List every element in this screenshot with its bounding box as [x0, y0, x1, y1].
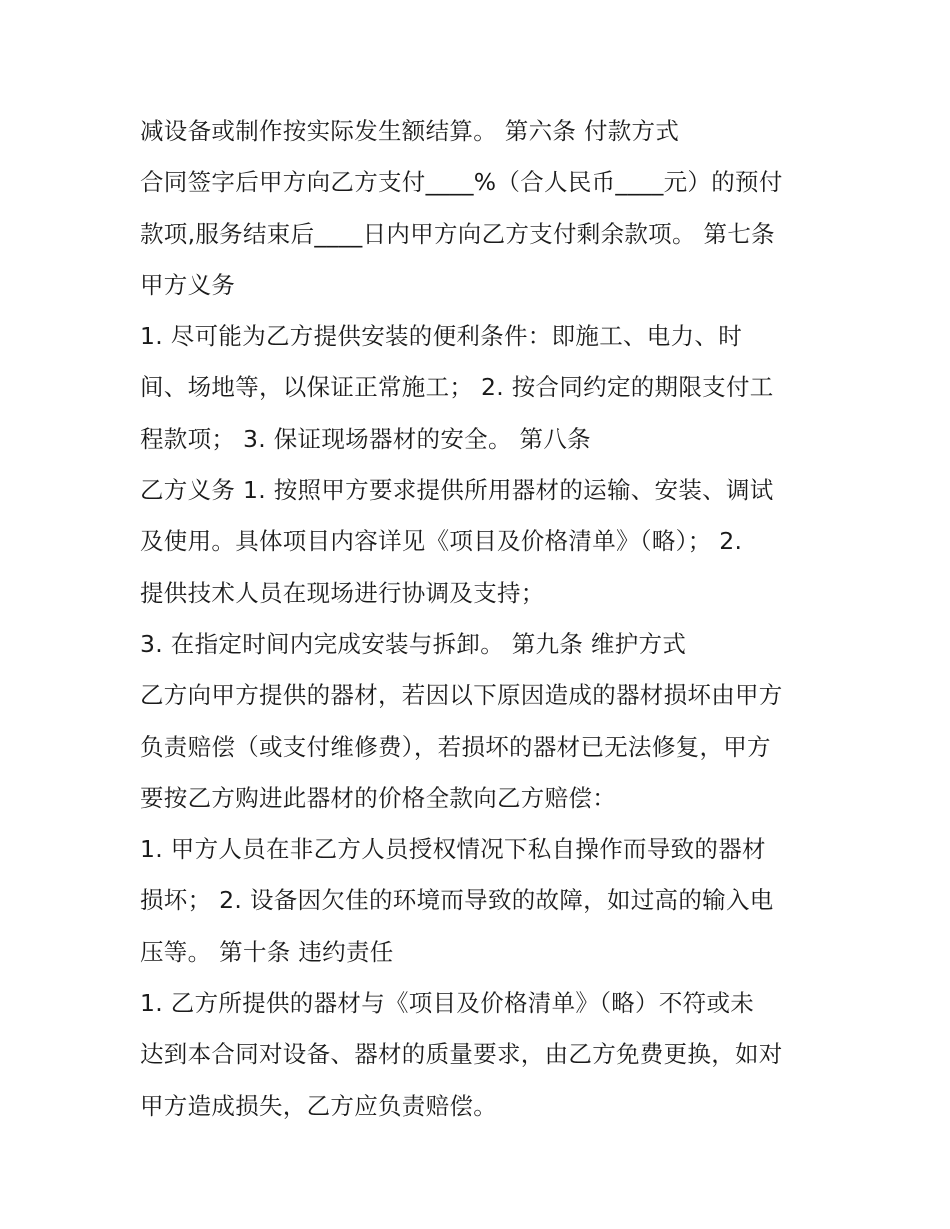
text-line: 要按乙方购进此器材的价格全款向乙方赔偿：	[140, 783, 616, 812]
text-line: 1. 尽可能为乙方提供安装的便利条件：即施工、电力、时	[140, 322, 742, 351]
text-line: 达到本合同对设备、器材的质量要求，由乙方免费更换，如对	[140, 1040, 783, 1069]
text-line: 乙方向甲方提供的器材，若因以下原因造成的器材损坏由甲方	[140, 681, 783, 710]
text-line: 乙方义务 1. 按照甲方要求提供所用器材的运输、安装、调试	[140, 476, 774, 505]
text-line: 间、场地等，以保证正常施工； 2. 按合同约定的期限支付工	[140, 373, 774, 402]
contract-body	[140, 106, 830, 1132]
text-line: 甲方义务	[140, 270, 236, 299]
text-line: 甲方造成损失，乙方应负责赔偿。	[140, 1091, 497, 1120]
text-line: 损坏； 2. 设备因欠佳的环境而导致的故障，如过高的输入电	[140, 886, 774, 915]
text-line: 款项,服务结束后____日内甲方向乙方支付剩余款项。 第七条	[140, 219, 775, 248]
text-line: 减设备或制作按实际发生额结算。 第六条 付款方式	[140, 117, 680, 145]
text-line: 负责赔偿（或支付维修费），若损坏的器材已无法修复，甲方	[140, 732, 771, 761]
text-line: 及使用。具体项目内容详见《项目及价格清单》（略）； 2.	[140, 527, 743, 556]
text-line: 合同签字后甲方向乙方支付____%（合人民币____元）的预付	[140, 168, 783, 197]
text-line: 1. 甲方人员在非乙方人员授权情况下私自操作而导致的器材	[140, 835, 766, 864]
text-line: 提供技术人员在现场进行协调及支持；	[140, 578, 545, 607]
text-line: 1. 乙方所提供的器材与《项目及价格清单》（略）不符或未	[140, 989, 755, 1018]
text-line: 程款项； 3. 保证现场器材的安全。 第八条	[140, 424, 591, 453]
text-line: 压等。 第十条 违约责任	[140, 937, 394, 966]
text-line: 3. 在指定时间内完成安装与拆卸。 第九条 维护方式	[140, 629, 687, 658]
